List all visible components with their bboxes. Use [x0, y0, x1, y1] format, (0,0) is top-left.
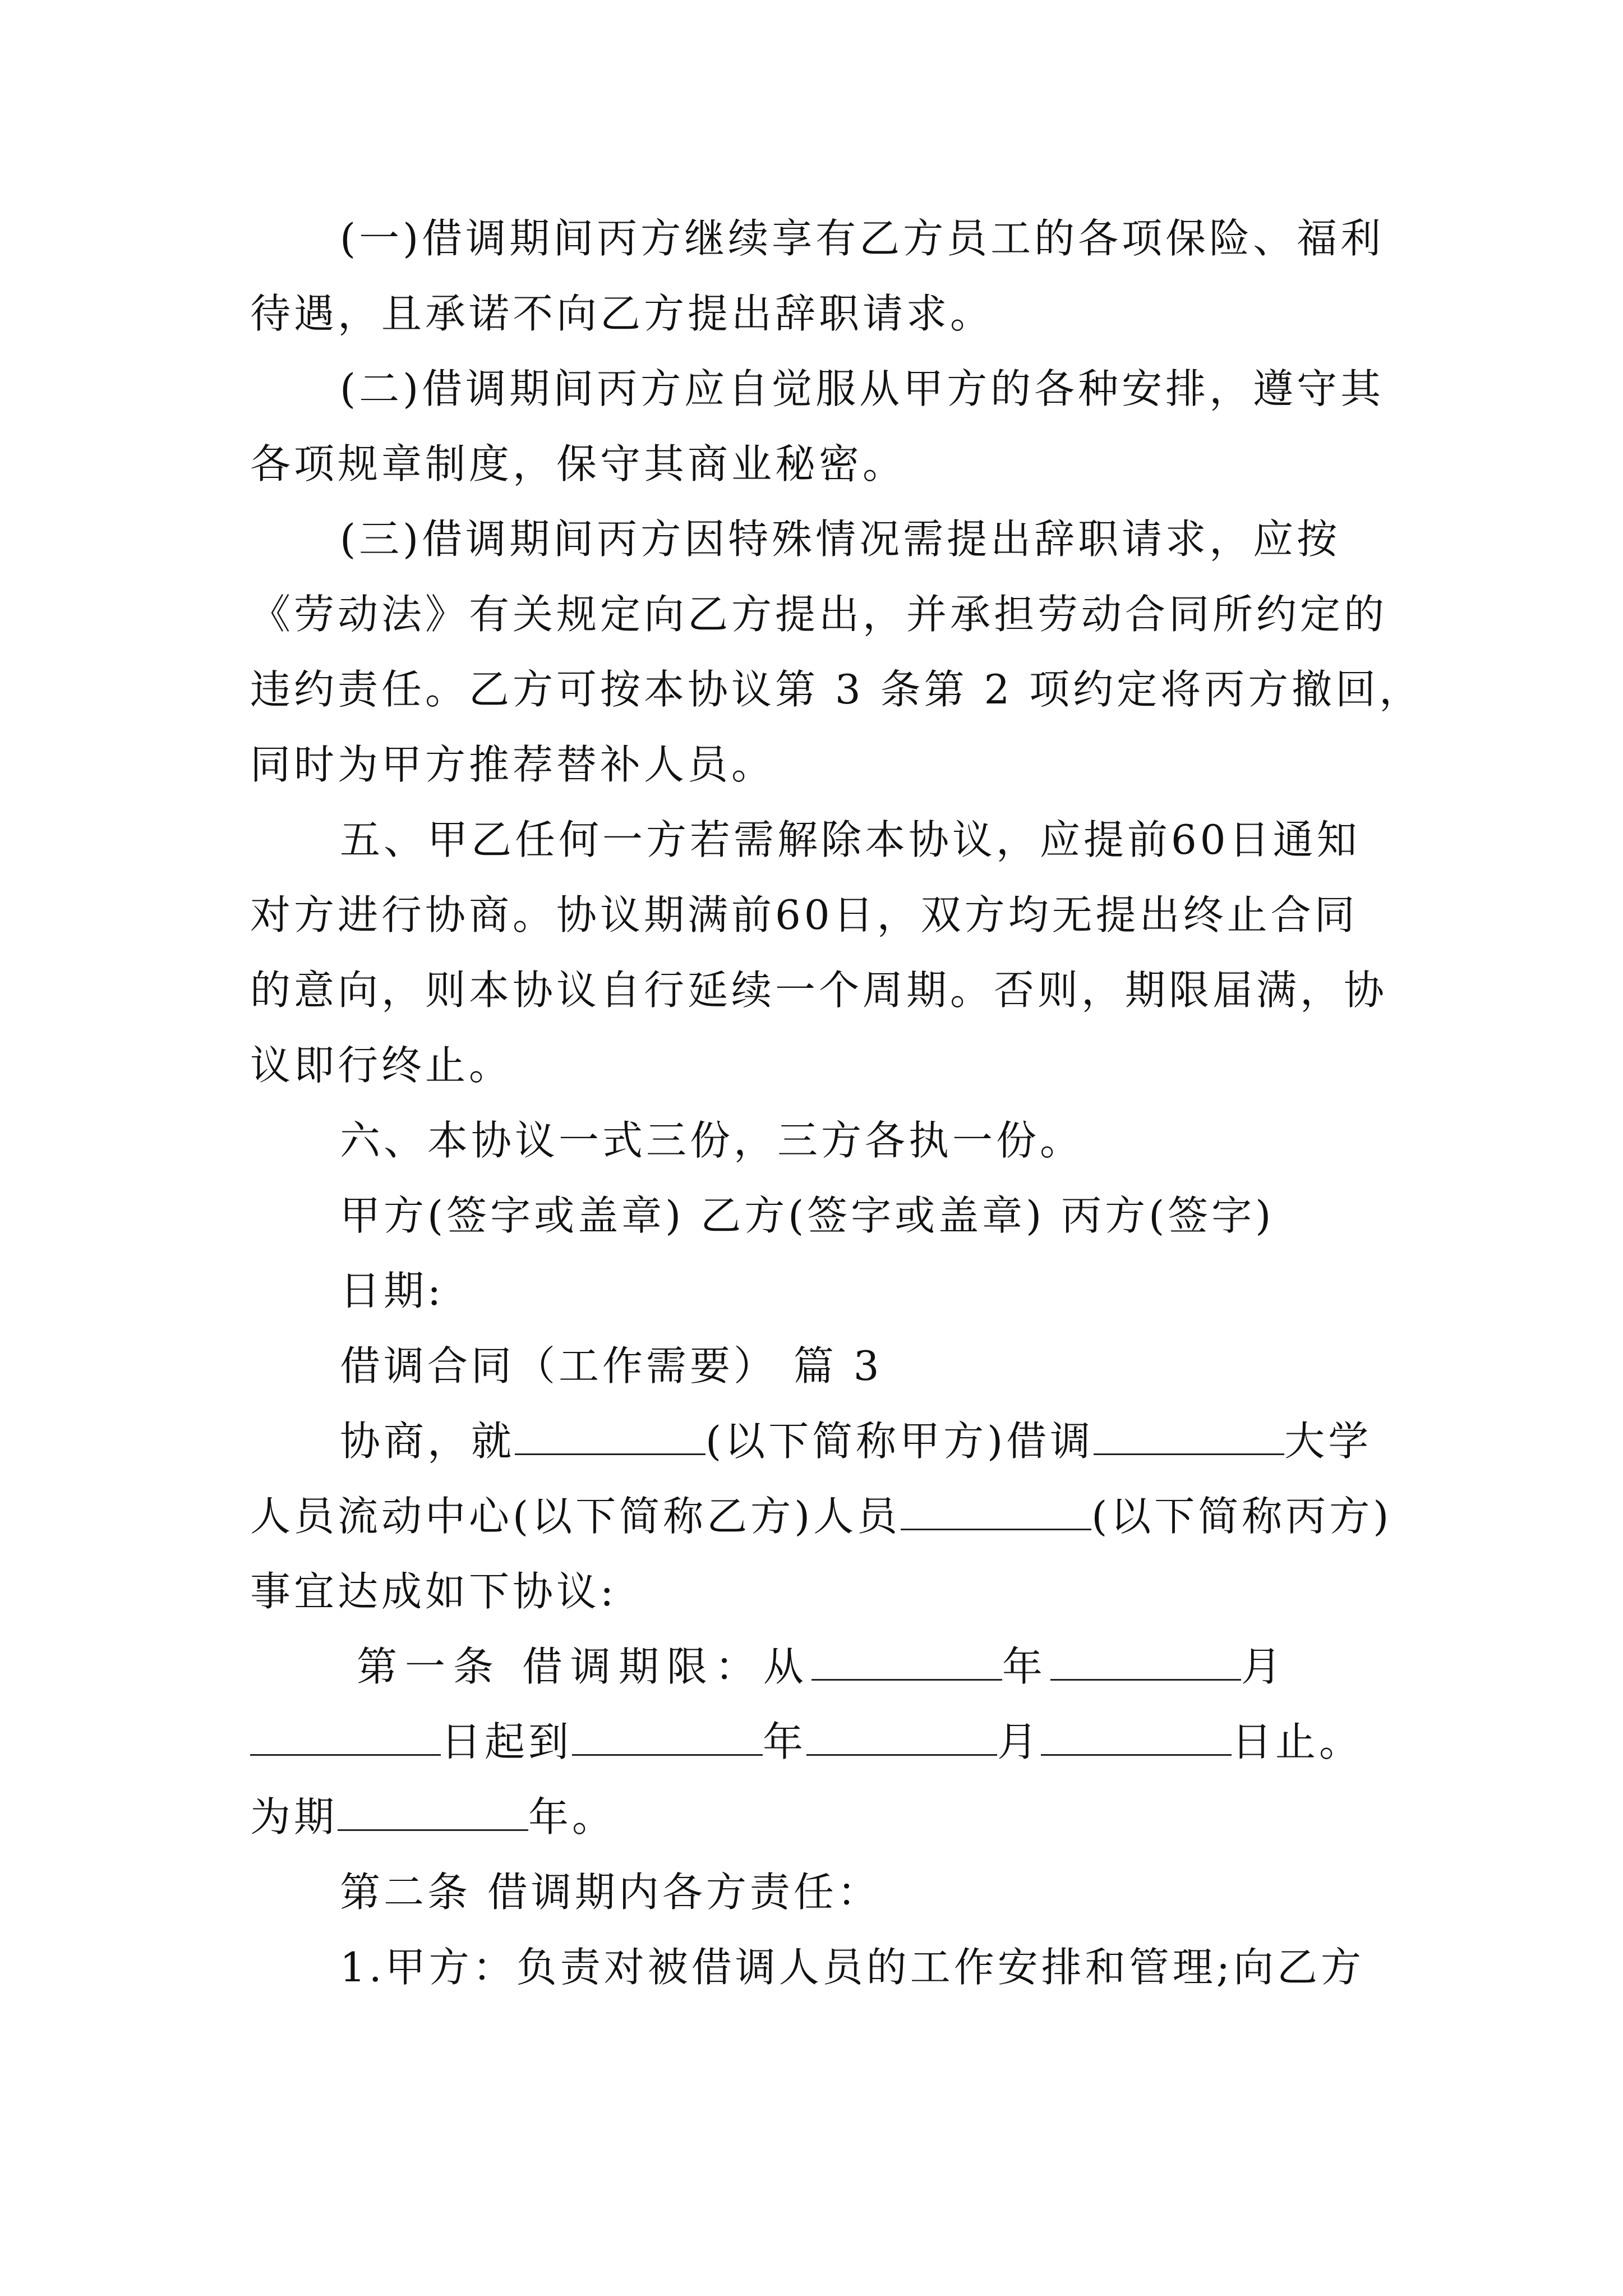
paragraph-line — [250, 1786, 616, 1848]
text-segment: 日止。 — [1232, 1718, 1363, 1765]
paragraph-line — [250, 1485, 1392, 1547]
text-segment: 年 — [763, 1718, 807, 1765]
text-segment: 月 — [997, 1718, 1041, 1765]
blank-field — [1041, 1719, 1232, 1756]
blank-field — [1050, 1644, 1241, 1681]
paragraph-line: 1.甲方：负责对被借调人员的工作安排和管理;向乙方 — [340, 1944, 1364, 1991]
paragraph-line: (三)借调期间丙方因特殊情况需提出辞职请求，应按 — [340, 516, 1341, 563]
text-segment: 为期 — [250, 1793, 338, 1841]
text-segment: (以下简称甲方)借调 — [706, 1418, 1094, 1465]
text-segment: 大学 — [1284, 1418, 1372, 1465]
blank-field — [1094, 1419, 1284, 1455]
paragraph-line — [340, 1410, 1372, 1472]
blank-field — [806, 1719, 997, 1756]
paragraph-line: (二)借调期间丙方应自觉服从甲方的各种安排，遵守其 — [340, 365, 1385, 412]
text-segment: 协商，就 — [340, 1418, 515, 1465]
text-segment: 年 — [1002, 1643, 1050, 1690]
paragraph-line — [250, 1711, 1363, 1773]
paragraph-line: 五、甲乙任何一方若需解除本协议，应提前60日通知 — [340, 816, 1361, 863]
text-segment: 年。 — [528, 1793, 616, 1841]
paragraph-line — [357, 1636, 1289, 1697]
text-segment: 人员流动中心(以下简称乙方)人员 — [250, 1493, 901, 1540]
paragraph-line: 各项规章制度，保守其商业秘密。 — [250, 440, 907, 487]
paragraph-line: 违约责任。乙方可按本协议第 3 条第 2 项约定将丙方撤回， — [250, 666, 1423, 713]
paragraph-line: (一)借调期间丙方继续享有乙方员工的各项保险、福利 — [340, 215, 1385, 262]
blank-field — [515, 1419, 706, 1455]
blank-field — [811, 1644, 1002, 1681]
date-line: 日期: — [340, 1267, 445, 1314]
blank-field — [250, 1719, 441, 1756]
paragraph-line: 议即行终止。 — [250, 1042, 513, 1089]
paragraph-line: 对方进行协商。协议期满前60日，双方均无提出终止合同 — [250, 891, 1358, 938]
blank-field — [901, 1494, 1091, 1530]
text-segment: 日起到 — [441, 1718, 573, 1765]
paragraph-line: 《劳动法》有关规定向乙方提出，并承担劳动合同所约定的 — [250, 591, 1388, 638]
paragraph-line: 事宜达成如下协议: — [250, 1568, 617, 1615]
paragraph-line: 六、本协议一式三份，三方各执一份。 — [340, 1117, 1084, 1164]
paragraph-line: 第二条 借调期内各方责任： — [340, 1869, 881, 1916]
text-segment: 第一条 借调期限：从 — [357, 1643, 811, 1690]
paragraph-line: 同时为甲方推荐替补人员。 — [250, 741, 776, 788]
paragraph-line: 待遇，且承诺不向乙方提出辞职请求。 — [250, 290, 994, 337]
blank-field — [338, 1795, 528, 1831]
signature-line: 甲方(签字或盖章) 乙方(签字或盖章) 丙方(签字) — [340, 1192, 1275, 1239]
paragraph-line: 的意向，则本协议自行延续一个周期。否则，期限届满，协 — [250, 967, 1388, 1014]
section-heading: 借调合同（工作需要） 篇 3 — [340, 1342, 883, 1389]
blank-field — [572, 1719, 763, 1756]
text-segment: 月 — [1241, 1643, 1289, 1690]
text-segment: (以下简称丙方) — [1091, 1493, 1393, 1540]
